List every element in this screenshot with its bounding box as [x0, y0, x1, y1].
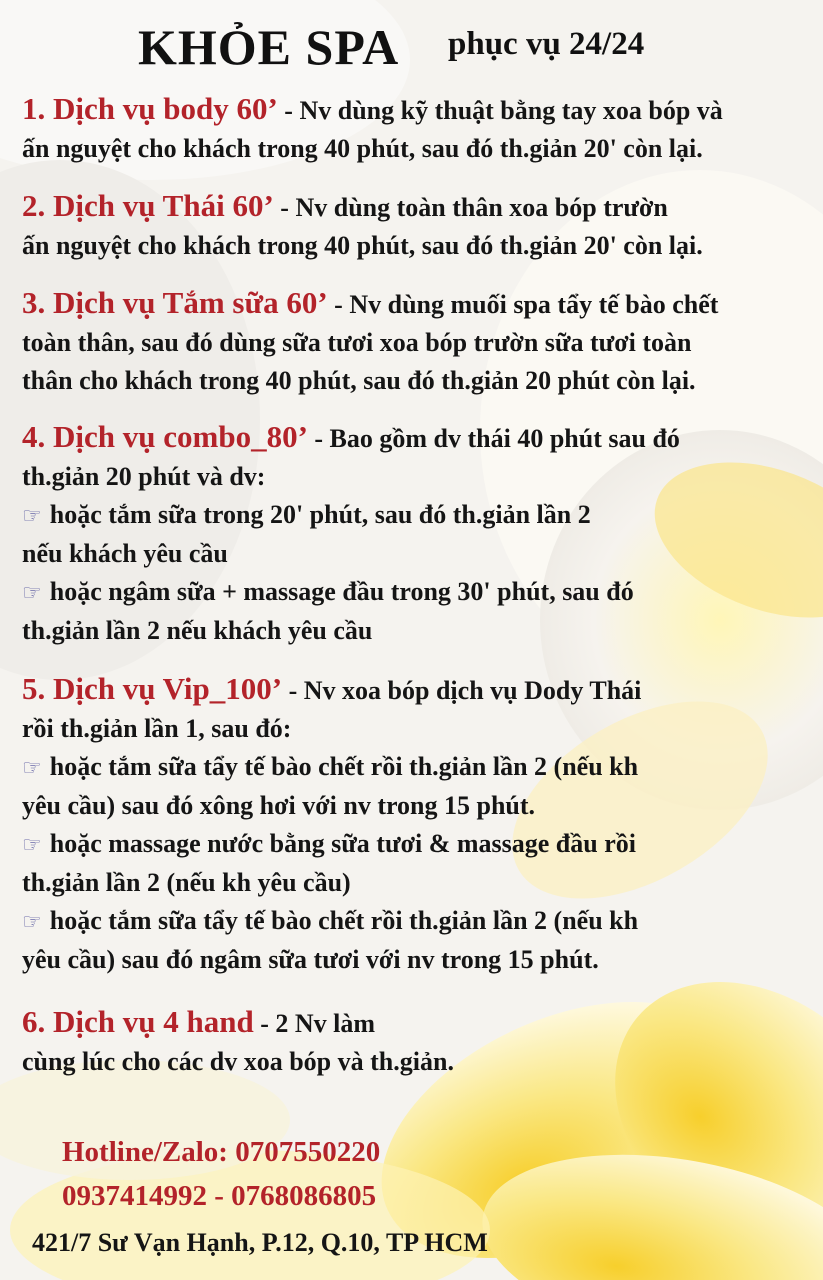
service-text: th.giản lần 2 nếu khách yêu cầu — [22, 616, 373, 645]
service-text: rồi th.giản lần 1, sau đó: — [22, 714, 292, 743]
service-text: yêu cầu) sau đó ngâm sữa tươi với nv trong 15 phút. — [22, 945, 599, 974]
service-heading: 3. Dịch vụ Tắm sữa 60’ — [22, 285, 328, 320]
service-heading: 1. Dịch vụ body 60’ — [22, 91, 278, 126]
service-text: - Nv dùng toàn thân xoa bóp trườn — [280, 193, 668, 222]
service-text: hoặc massage nước bằng sữa tươi & massage đầu rồi — [49, 829, 636, 858]
phone-numbers: 0937414992 - 0768086805 — [62, 1180, 377, 1212]
service-text: - Bao gồm dv thái 40 phút sau đó — [314, 424, 680, 453]
service-text: hoặc tắm sữa tẩy tế bào chết rồi th.giản lần 2 (nếu kh — [49, 906, 639, 935]
service-item-6 — [22, 1003, 812, 1081]
service-item-3 — [22, 284, 812, 400]
service-text: hoặc ngâm sữa + massage đầu trong 30' phút, sau đó — [49, 577, 634, 606]
address-text: 421/7 Sư Vạn Hạnh, P.12, Q.10, TP HCM — [32, 1228, 488, 1257]
page-subtitle: phục vụ 24/24 — [448, 26, 645, 62]
pointing-hand-icon: ☞ — [22, 832, 42, 857]
service-text: - 2 Nv làm — [260, 1009, 376, 1038]
service-text: th.giản lần 2 (nếu kh yêu cầu) — [22, 868, 351, 897]
service-item-1 — [22, 90, 812, 168]
service-item-2 — [22, 187, 812, 265]
service-text: cùng lúc cho các dv xoa bóp và th.giản. — [22, 1047, 454, 1076]
service-text: th.giản 20 phút và dv: — [22, 462, 266, 491]
service-text: - Nv dùng muối spa tẩy tế bào chết — [334, 290, 719, 319]
service-heading: 6. Dịch vụ 4 hand — [22, 1004, 254, 1039]
page-title: KHỎE SPA — [138, 19, 400, 75]
pointing-hand-icon: ☞ — [22, 503, 42, 528]
service-heading: 4. Dịch vụ combo_80’ — [22, 419, 308, 454]
service-text: thân cho khách trong 40 phút, sau đó th.giản 20 phút còn lại. — [22, 366, 696, 395]
service-text: toàn thân, sau đó dùng sữa tươi xoa bóp trườn sữa tươi toàn — [22, 328, 692, 357]
service-text: yêu cầu) sau đó xông hơi với nv trong 15 phút. — [22, 791, 536, 820]
service-text: hoặc tắm sữa tẩy tế bào chết rồi th.giản lần 2 (nếu kh — [49, 752, 639, 781]
pointing-hand-icon: ☞ — [22, 909, 42, 934]
service-heading: 5. Dịch vụ Vip_100’ — [22, 671, 283, 706]
service-text: ấn nguyệt cho khách trong 40 phút, sau đó th.giản 20' còn lại. — [22, 134, 703, 163]
service-item-4 — [22, 418, 812, 650]
service-item-5 — [22, 670, 812, 979]
hotline-text: Hotline/Zalo: 0707550220 — [62, 1136, 381, 1168]
service-text: nếu khách yêu cầu — [22, 539, 228, 568]
service-heading: 2. Dịch vụ Thái 60’ — [22, 188, 274, 223]
pointing-hand-icon: ☞ — [22, 580, 42, 605]
pointing-hand-icon: ☞ — [22, 755, 42, 780]
service-text: - Nv dùng kỹ thuật bằng tay xoa bóp và — [284, 96, 723, 125]
service-text: hoặc tắm sữa trong 20' phút, sau đó th.giản lần 2 — [49, 500, 591, 529]
service-text: ấn nguyệt cho khách trong 40 phút, sau đó th.giản 20' còn lại. — [22, 231, 703, 260]
service-text: - Nv xoa bóp dịch vụ Dody Thái — [288, 676, 642, 705]
